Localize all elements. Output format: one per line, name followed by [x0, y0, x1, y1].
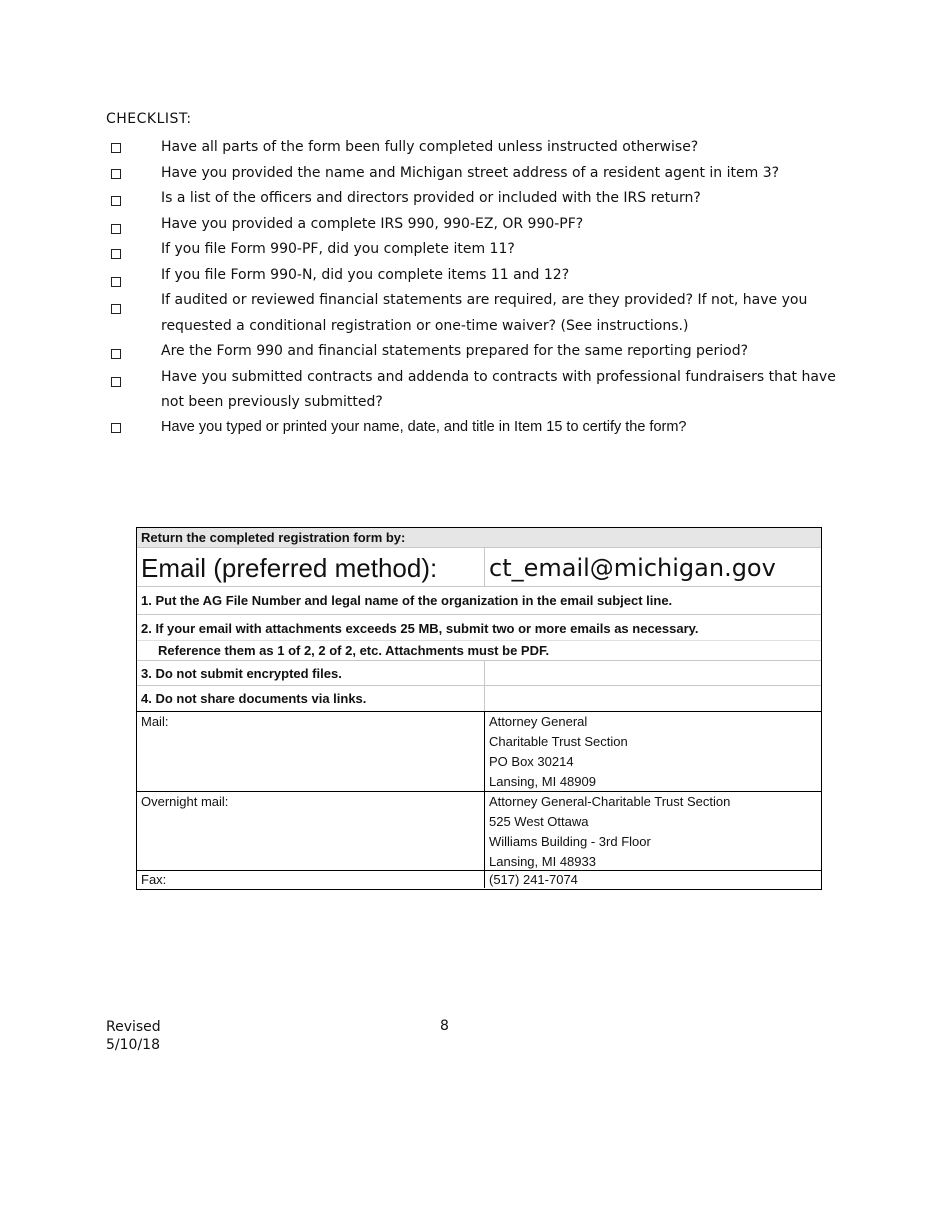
checklist-item: Have you submitted contracts and addenda to contracts with professional fundraisers that have: [161, 369, 836, 385]
instruction-2: 2. If your email with attachments exceeds 25 MB, submit two or more emails as necessary.: [141, 621, 699, 636]
email-label: Email (preferred method):: [141, 553, 438, 583]
address-line: Williams Building - 3rd Floor: [489, 834, 651, 849]
overnight-row: [137, 792, 821, 871]
fax-label: Fax:: [141, 872, 167, 887]
instruction-row: [137, 641, 821, 661]
address-line: Lansing, MI 48933: [489, 854, 596, 869]
empty-cell: [484, 686, 821, 711]
checklist-item: Have all parts of the form been fully completed unless instructed otherwise?: [161, 139, 699, 155]
instruction-row: [137, 615, 821, 641]
address-line: Attorney General-Charitable Trust Section: [489, 794, 731, 809]
mail-address: [484, 712, 821, 791]
instruction-row: [137, 587, 821, 615]
checkbox[interactable]: [111, 423, 121, 433]
email-row: [137, 548, 821, 587]
instruction-row: [137, 686, 821, 712]
instruction-row: [137, 661, 821, 686]
table-header: Return the completed registration form by:: [141, 530, 406, 545]
checklist-item-continued: not been previously submitted?: [161, 394, 383, 410]
mail-row: [137, 712, 821, 792]
overnight-label: Overnight mail:: [141, 794, 229, 809]
revised-label: Revised: [106, 1019, 161, 1035]
table-header-row: [137, 528, 821, 548]
email-address[interactable]: ct_email@michigan.gov: [484, 548, 821, 586]
instruction-4: 4. Do not share documents via links.: [141, 691, 367, 706]
address-line: PO Box 30214: [489, 754, 574, 769]
address-line: Lansing, MI 48909: [489, 774, 596, 789]
checkbox[interactable]: [111, 143, 121, 153]
checklist-item: Have you provided a complete IRS 990, 990-EZ, OR 990-PF?: [161, 216, 584, 232]
checkbox[interactable]: [111, 304, 121, 314]
revised-date: 5/10/18: [106, 1037, 160, 1053]
mail-label: Mail:: [141, 714, 169, 729]
checklist-item: Is a list of the officers and directors provided or included with the IRS return?: [161, 190, 701, 206]
return-table: [136, 527, 822, 890]
revision-note: [106, 1018, 161, 1054]
overnight-address: [484, 792, 821, 870]
checklist-title: CHECKLIST:: [106, 111, 192, 127]
checkbox[interactable]: [111, 377, 121, 387]
checkbox[interactable]: [111, 224, 121, 234]
checkbox[interactable]: [111, 196, 121, 206]
address-line: Charitable Trust Section: [489, 734, 628, 749]
address-line: Attorney General: [489, 714, 588, 729]
instruction-1: 1. Put the AG File Number and legal name of the organization in the email subject line.: [141, 593, 673, 608]
page-number: 8: [440, 1018, 449, 1034]
checkbox[interactable]: [111, 169, 121, 179]
instruction-3: 3. Do not submit encrypted files.: [141, 666, 342, 681]
checklist-item: If audited or reviewed financial statements are required, are they provided? If not, have you: [161, 292, 808, 308]
checklist-item: If you file Form 990-N, did you complete items 11 and 12?: [161, 267, 570, 283]
checklist-item: Are the Form 990 and financial statements prepared for the same reporting period?: [161, 343, 749, 359]
checklist-item: Have you typed or printed your name, date, and title in Item 15 to certify the form?: [161, 419, 687, 435]
empty-cell: [484, 661, 821, 685]
checkbox[interactable]: [111, 249, 121, 259]
checklist-item: If you file Form 990-PF, did you complete item 11?: [161, 241, 515, 257]
instruction-2-continued: Reference them as 1 of 2, 2 of 2, etc. Attachments must be PDF.: [158, 643, 550, 658]
checklist-item: Have you provided the name and Michigan street address of a resident agent in item 3?: [161, 165, 780, 181]
fax-row: [137, 871, 821, 888]
checkbox[interactable]: [111, 349, 121, 359]
fax-number: (517) 241-7074: [484, 871, 821, 888]
address-line: 525 West Ottawa: [489, 814, 589, 829]
checkbox[interactable]: [111, 277, 121, 287]
checklist-item-continued: requested a conditional registration or one-time waiver? (See instructions.): [161, 318, 689, 334]
